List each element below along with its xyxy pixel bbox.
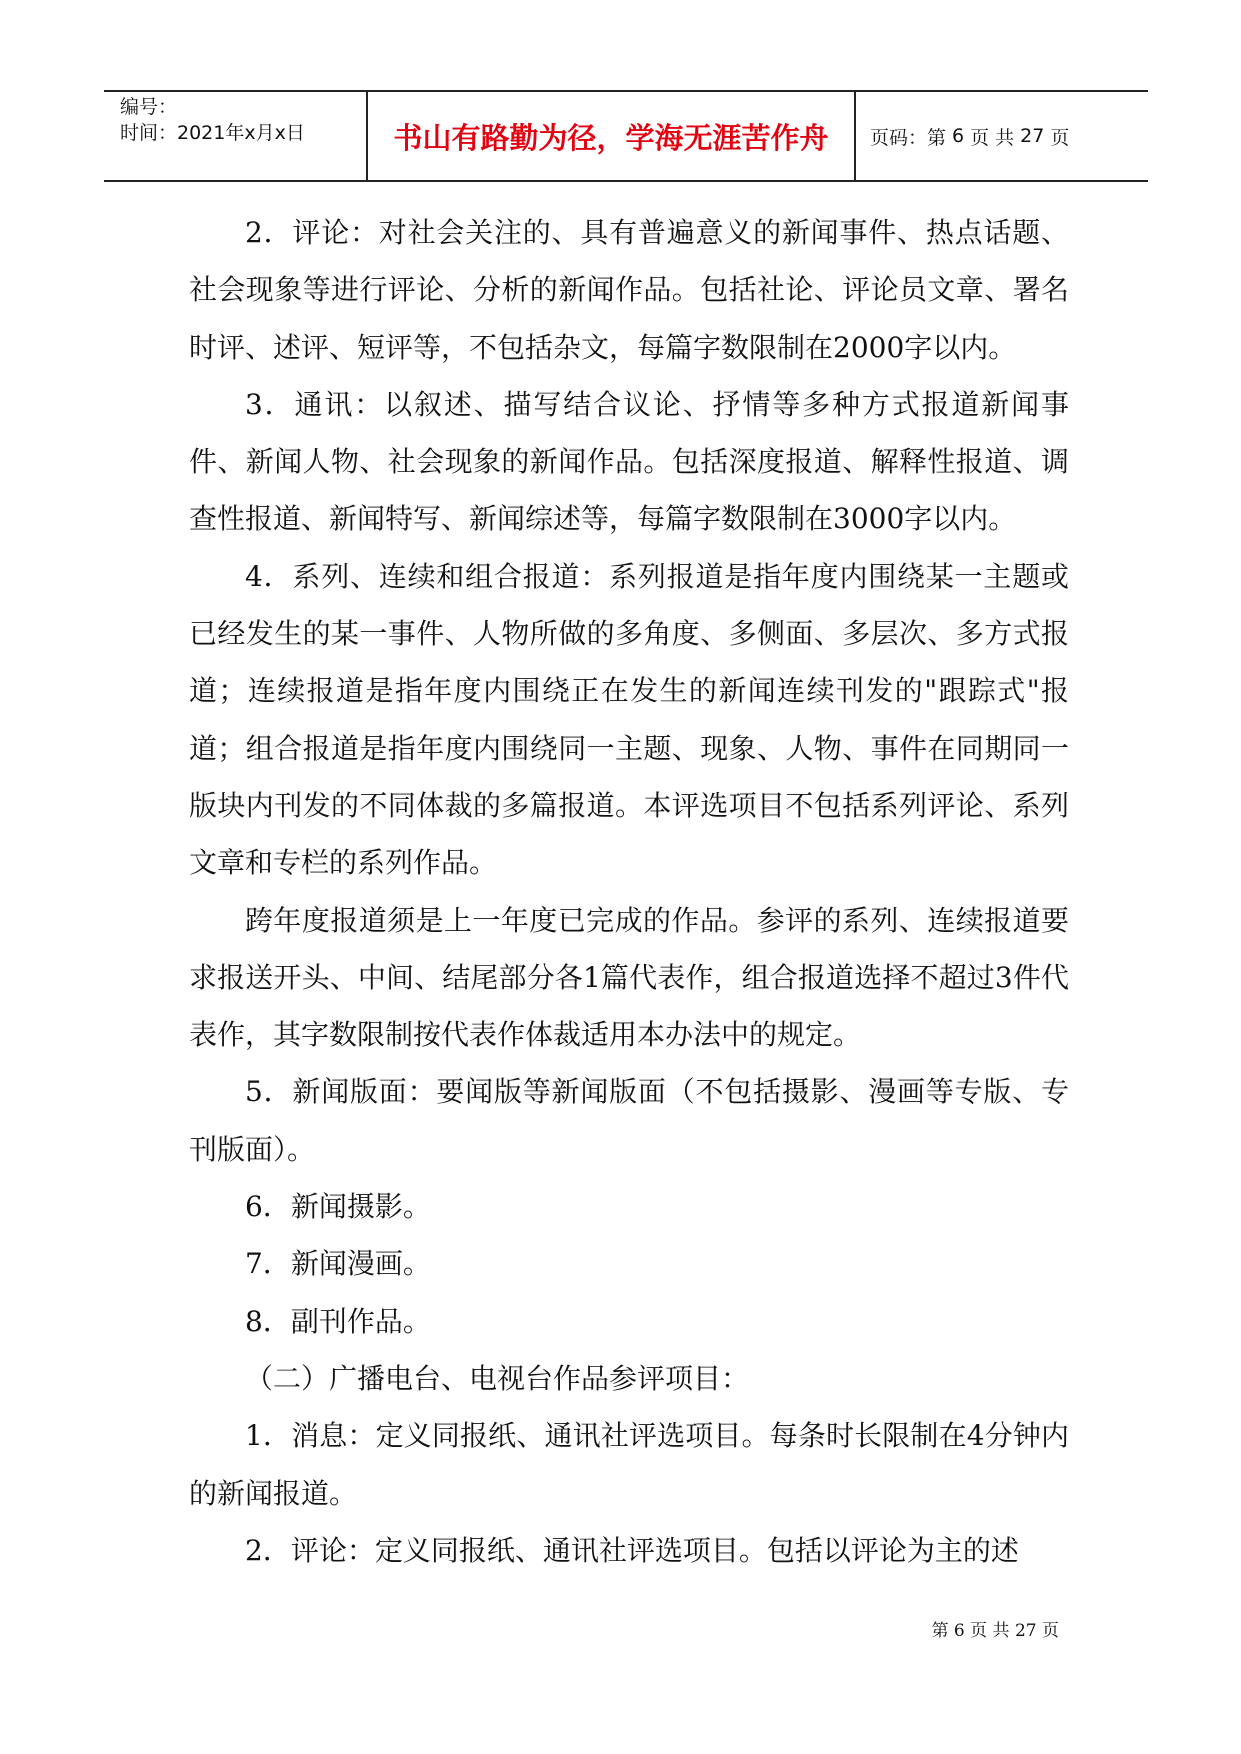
paragraph-series-reports: 4．系列、连续和组合报道：系列报道是指年度内围绕某一主题或已经发生的某一事件、人物所做的多角度、多侧面、多层次、多方式报道；连续报道是指年度内围绕正在发生的新闻连续刊发的"跟踪式"报道；组合报道是指年度内围绕同一主题、现象、人物、事件在同期同一版块内刊发的不同体裁的多篇报道。本评选项目不包括系列评论、系列文章和专栏的系列作品。	[189, 559, 1069, 880]
page-end-label: 页	[1050, 126, 1070, 149]
header-page-info	[856, 92, 1148, 180]
paragraph-broadcast-news: 1．消息：定义同报纸、通讯社评选项目。每条时长限制在4分钟内的新闻报道。	[189, 1419, 1069, 1510]
page-number: 6	[952, 125, 965, 147]
motto: 书山有路勤为径，学海无涯苦作舟	[393, 120, 829, 155]
page-footer: 第 6 页 共 27 页	[931, 1621, 1059, 1641]
paragraph-cross-year: 跨年度报道须是上一年度已完成的作品。参评的系列、连续报道要求报送开头、中间、结尾部分各1篇代表作，组合报道选择不超过3件代表作，其字数限制按代表作体裁适用本办法中的规定。	[189, 903, 1069, 1052]
time-label: 时间：2021年x月x日	[120, 122, 305, 144]
paragraph-news-photo: 6．新闻摄影。	[245, 1190, 431, 1224]
paragraph-news-layout: 5．新闻版面：要闻版等新闻版面（不包括摄影、漫画等专版、专刊版面）。	[189, 1075, 1069, 1166]
header-meta	[104, 92, 368, 180]
paragraph-news-cartoon: 7．新闻漫画。	[245, 1247, 431, 1281]
document-body	[189, 204, 1069, 1579]
document-header	[104, 90, 1148, 182]
number-label: 编号：	[120, 96, 178, 118]
page-total: 27	[1020, 125, 1045, 147]
paragraph-correspondence: 3．通讯：以叙述、描写结合议论、抒情等多种方式报道新闻事件、新闻人物、社会现象的新闻作品。包括深度报道、解释性报道、调查性报道、新闻特写、新闻综述等，每篇字数限制在3000字以内。	[189, 387, 1069, 536]
paragraph-broadcast-review: 2．评论：定义同报纸、通讯社评选项目。包括以评论为主的述	[245, 1533, 1019, 1567]
page-label: 页码：第	[870, 126, 947, 149]
section-heading-broadcast: （二）广播电台、电视台作品参评项目：	[245, 1361, 750, 1395]
page-mid-label: 页 共	[970, 126, 1015, 149]
paragraph-review: 2．评论：对社会关注的、具有普遍意义的新闻事件、热点话题、社会现象等进行评论、分析的新闻作品。包括社论、评论员文章、署名时评、述评、短评等，不包括杂文，每篇字数限制在2000字以内。	[189, 216, 1069, 364]
header-motto-cell	[368, 92, 856, 180]
paragraph-supplement: 8．副刊作品。	[245, 1304, 431, 1338]
